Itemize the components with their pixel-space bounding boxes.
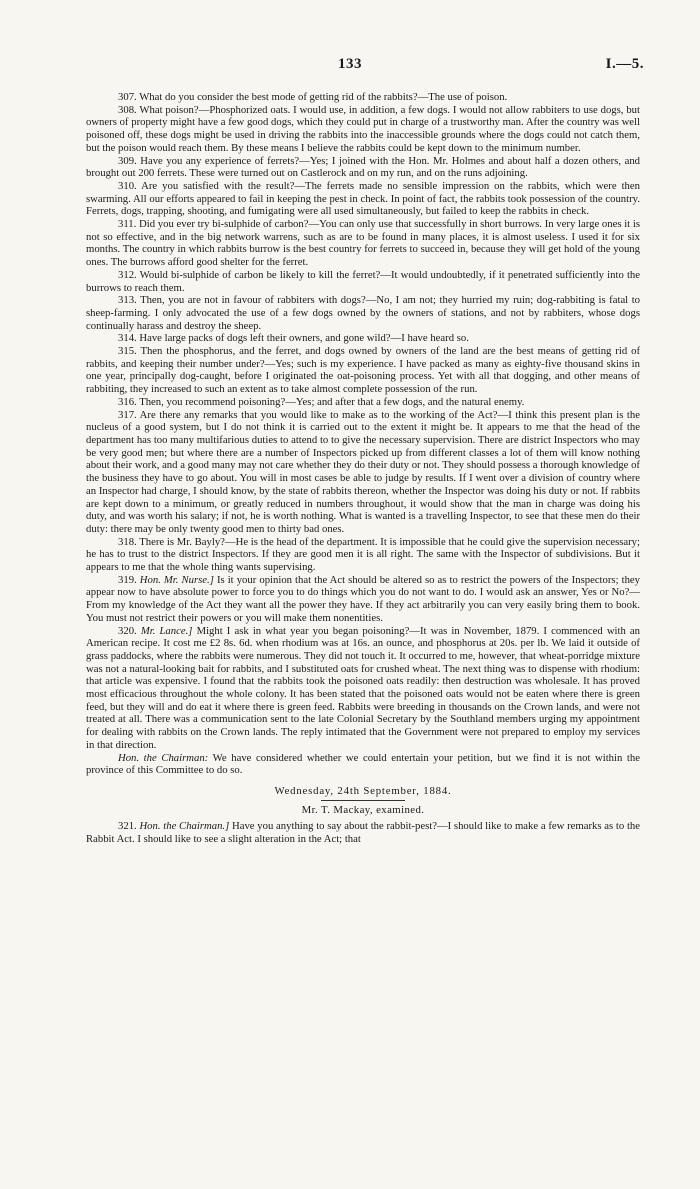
questions-block <box>86 91 640 777</box>
question-number: 307. <box>118 91 137 103</box>
question-number: 313. <box>118 294 137 307</box>
question-number: 317. <box>118 408 137 421</box>
question-number: 309. <box>118 154 137 167</box>
paragraph-text: Did you ever try bi-sulphide of carbon?—You can only use that successfully in short burrows. In very large ones it is not so effective, and in the big network warrens, such as are to be found in many places, it is almost useless. I used it for six months. The country in which rabbits burrow is the best country for ferrets to succeed in, because they will get hold of the young ones. The burrows afford good shelter for the ferret. <box>86 218 640 269</box>
question-paragraph <box>86 752 640 777</box>
paragraph-text: There is Mr. Bayly?—He is the head of the department. It is impossible that he could give the supervision necessary; he has to trust to the district Inspectors. If they are good men it is all right. The same with the Inspector of subdivisions. But it appears to me that the whole thing wants supervising. <box>86 535 640 574</box>
question-paragraph <box>86 820 640 845</box>
session-date: Wednesday, 24th September, 1884. <box>274 784 452 797</box>
question-paragraph <box>86 218 640 269</box>
paragraph-text: What poison?—Phosphorized oats. I would use, in addition, a few dogs. I would not allow rabbiters to use dogs, but owners of property might have a few good dogs, which they could put in charge of a trustworthy man. After the country was well poisoned off, these dogs might be used in driving the rabbits into the inaccessible grounds where the dogs could not catch them, but the poison would reach them. By these means I believe the rabbits could be kept down to the minimum number. <box>86 103 640 154</box>
question-number: 308. <box>118 103 137 116</box>
question-paragraph <box>86 104 640 155</box>
question-paragraph <box>86 155 640 180</box>
question-paragraph <box>86 409 640 536</box>
page-header <box>0 56 700 76</box>
question-paragraph <box>86 625 640 752</box>
question-number: 311. <box>118 218 137 231</box>
question-number: 318. <box>118 535 137 548</box>
question-paragraph <box>86 536 640 574</box>
paragraph-text: Is it your opinion that the Act should be altered so as to restrict the powers of the Inspectors; they appear now to have absolute power to force you to do things which you do not want to do. I would ask an answer, Yes or No?—From my knowledge of the Act they want all the power they have. If they act arbitrarily you can very easily bring them to book. You must not restrict their powers or you will make them nonentities. <box>86 573 641 624</box>
paragraph-text: Might I ask in what year you began poisoning?—It was in November, 1879. I commenced with an American recipe. It cost me £2 8s. 6d. when rhodium was at 16s. an ounce, and phosphorus at 20s. per lb. We laid it outside of grass paddocks, where the rabbits were numerous. They did not touch it. It occurred to me, however, that wheat-porridge mixture was not a natural-looking bait for rabbits, and I substituted oats for crushed wheat. The next thing was to dispense with rhodium: that article was expensive. I found that the rabbits took the poisoned oats readily: then destruction was wholesale. It has proved most efficacious throughout the whole colony. It has been stated that the poisoned oats would not be eaten where there is green feed, but they will and do eat it where there is green feed. Rabbits were breeding in thousands on the Crown lands, and were not treated at all. There was a communication sent to the late Colonial Secretary by the Southland members urging my appointment for dealing with rabbits on the Crown lands. The reply intimated that the Government were not prepared to employ my services in that direction. <box>86 624 641 751</box>
question-paragraph <box>86 180 640 218</box>
question-number: 312. <box>118 268 137 281</box>
paragraph-text: Then the phosphorus, and the ferret, and dogs owned by owners of the land are the best means of getting rid of rabbits, and keeping their number under?—Yes; such is my experience. I have packed as many as eighty-five thousand skins in one year, principally dog-caught, before I originated the oat-poisoning process. Yet with all that dogging, and other means of rabbiting, they increased to such an extent as to take almost complete possession of the run. <box>86 345 640 396</box>
question-paragraph <box>86 91 640 104</box>
speaker-name: Hon. the Chairman: <box>118 751 209 764</box>
paragraph-text: Have you any experience of ferrets?—Yes; I joined with the Hon. Mr. Holmes and about half a dozen others, and brought out 200 ferrets. These were turned out on Castlerock and on my run, and on the runs adjoining. <box>86 154 640 180</box>
document-reference: I.—5. <box>605 56 644 72</box>
question-number: 320. <box>118 624 137 637</box>
speaker-name: Hon. Mr. Nurse.] <box>139 573 214 586</box>
paragraph-text: Would bi-sulphide of carbon be likely to kill the ferret?—It would undoubtedly, if it penetrated sufficiently into the burrows to reach them. <box>86 268 641 294</box>
paragraph-text: Are there any remarks that you would like to make as to the working of the Act?—I think this present plan is the nucleus of a good system, but I do not think it is carried out to the extent it might be. It appears to me that the head of the department has too many multifarious duties to attend to to give the necessary supervision. There are district Inspectors who may be very good men; but where there are a number of Inspectors picked up from different classes a lot of them will know nothing about their work, and a good many may not care whether they do their duty or not. They should possess a thorough knowledge of the business they have to go about. You will in most cases be able to judge by results. If I went over a division of country where an Inspector had charge, I should know, by the state of rabbits thereon, whether the Inspector was doing his duty or not. If rabbits are kept down to a minimum, or greatly reduced in numbers throughout, it would show that the man in charge was doing his duty, and was worth his salary; if not, he is worth nothing. What is wanted is a travelling Inspector, to see that these men do their duty: there may be only twenty good men to thirty bad ones. <box>86 408 640 535</box>
question-paragraph <box>86 269 640 294</box>
question-paragraph <box>86 294 640 332</box>
speaker-name: Hon. the Chairman.] <box>139 820 230 833</box>
question-number: 316. <box>118 395 137 408</box>
question-paragraph <box>86 396 640 409</box>
questions-block-continued <box>86 820 640 845</box>
divider-rule <box>321 800 405 801</box>
paragraph-text: We have considered whether we could entertain your petition, but we find it is not within the province of this Committee to do so. <box>86 751 640 777</box>
question-number: 314. <box>118 332 137 345</box>
speaker-name: Mr. Lance.] <box>140 624 193 637</box>
page-body <box>86 91 640 846</box>
paragraph-text: Have large packs of dogs left their owners, and gone wild?—I have heard so. <box>139 332 469 345</box>
question-number: 321. <box>118 820 137 833</box>
witness-line: Mr. T. Mackay, examined. <box>301 803 425 816</box>
question-number: 319. <box>118 573 137 586</box>
paragraph-text: Have you anything to say about the rabbit-pest?—I should like to make a few remarks as to the Rabbit Act. I should like to see a slight alteration in the Act; that <box>86 820 641 846</box>
paragraph-text: Are you satisfied with the result?—The ferrets made no sensible impression on the rabbits, which were then swarming. All our efforts appeared to fail in keeping the pest in check. In point of fact, the rabbits took possession of the country. Ferrets, dogs, trapping, shooting, and fumigating were all used simultaneously, but failed to keep the rabbits in check. <box>86 179 640 218</box>
paragraph-text: Then, you recommend poisoning?—Yes; and after that a few dogs, and the natural enemy. <box>139 395 525 408</box>
question-paragraph <box>86 574 640 625</box>
paragraph-text: What do you consider the best mode of getting rid of the rabbits?—The use of poison. <box>139 91 508 103</box>
question-number: 315. <box>118 345 137 358</box>
question-number: 310. <box>118 179 137 192</box>
page-number: 133 <box>338 56 362 72</box>
paragraph-text: Then, you are not in favour of rabbiters with dogs?—No, I am not; they hurried my ruin; dog-rabbiting is fatal to sheep-farming. I only advocated the use of a few dogs owned by the owners of stations, and not by rabbiters, whose dogs continually harass and destroy the sheep. <box>86 294 641 332</box>
question-paragraph <box>86 345 640 396</box>
question-paragraph <box>86 332 640 345</box>
